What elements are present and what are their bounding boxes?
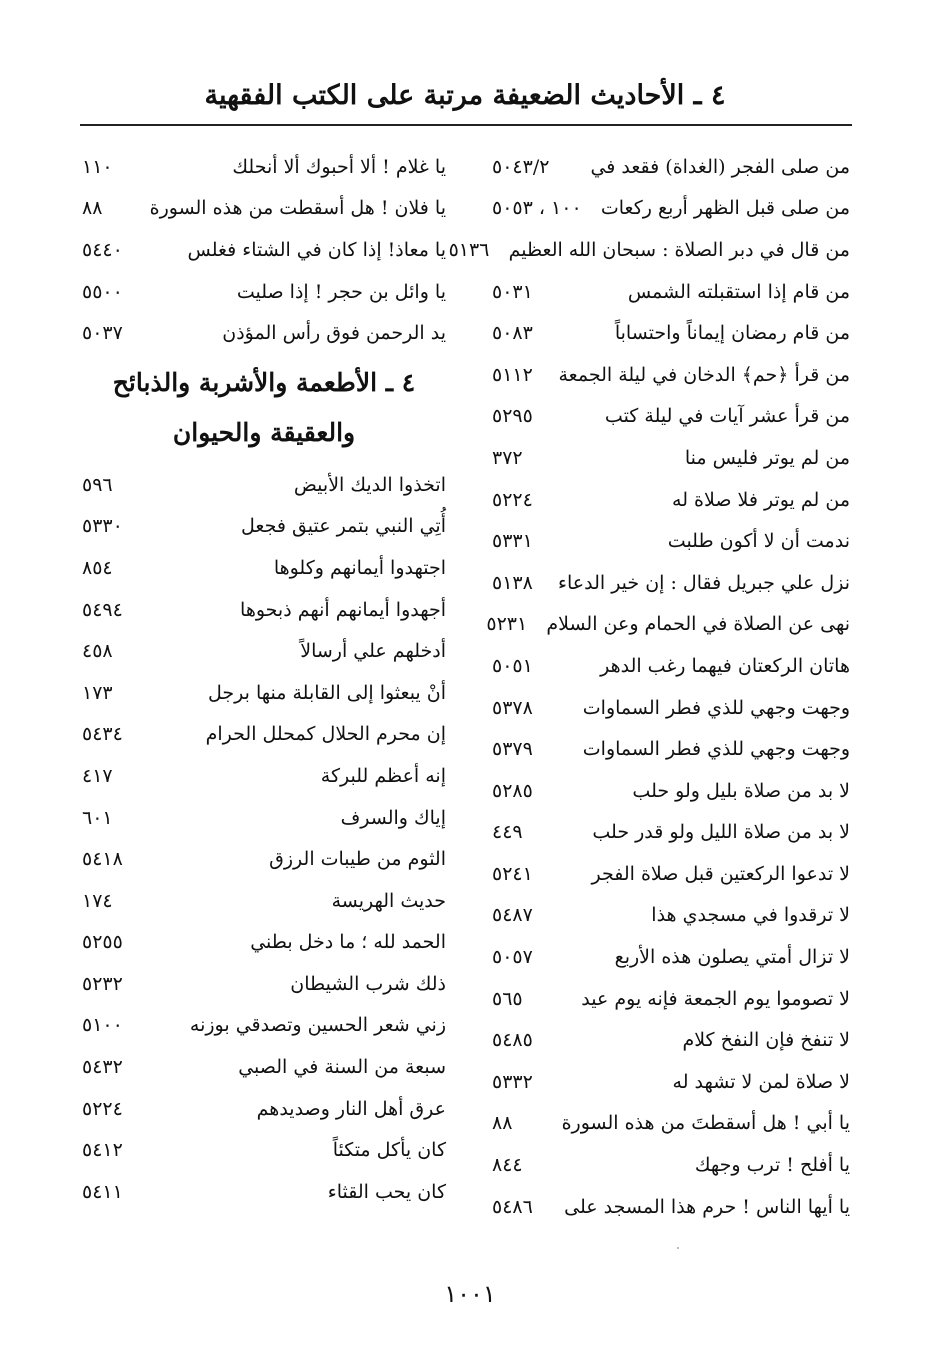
index-entry bbox=[492, 271, 850, 313]
index-entry bbox=[486, 604, 850, 646]
entry-reference-number: ٥٣٣٠ bbox=[82, 515, 123, 538]
entry-reference-number: ٣٧٢ bbox=[492, 446, 523, 469]
index-entry bbox=[82, 714, 446, 756]
entry-reference-number: ٥٣٣١ bbox=[492, 530, 533, 553]
entry-text: الثوم من طيبات الرزق bbox=[269, 848, 446, 871]
index-entry bbox=[82, 312, 446, 354]
section-heading-line1: ٤ ـ الأطعمة والأشربة والذبائح bbox=[112, 367, 416, 397]
entry-reference-number: ٤١٧ bbox=[82, 764, 113, 787]
entry-reference-number: ٥٦٥ bbox=[492, 987, 523, 1010]
entry-text: حديث الهريسة bbox=[331, 889, 446, 912]
index-entry bbox=[492, 396, 850, 438]
index-entry bbox=[492, 853, 850, 895]
entry-reference-number: ٥٠٥١ bbox=[492, 654, 533, 677]
entry-reference-number: ٥٤١٨ bbox=[82, 848, 123, 871]
index-entry bbox=[492, 562, 850, 604]
entry-reference-number: ٥١٠٠ bbox=[82, 1014, 123, 1037]
index-entry bbox=[82, 188, 446, 230]
entry-text: وجهت وجهي للذي فطر السماوات bbox=[582, 696, 850, 719]
entry-text: أُتِي النبي بتمر عتيق فجعل bbox=[241, 515, 446, 538]
index-entry bbox=[82, 880, 446, 922]
index-entry bbox=[492, 645, 850, 687]
entry-reference-number: ٥٠٥٧ bbox=[492, 946, 533, 969]
entry-reference-number: ٨٤٤ bbox=[492, 1154, 523, 1177]
entry-reference-number: ٥٢٨٥ bbox=[492, 779, 533, 802]
entry-reference-number: ٥٢٤١ bbox=[492, 862, 533, 885]
index-entry bbox=[82, 506, 446, 548]
index-entry bbox=[82, 672, 446, 714]
index-entry bbox=[82, 464, 446, 506]
entry-reference-number: ٥٢٢٤ bbox=[82, 1097, 123, 1120]
left-column-bottom-list bbox=[82, 464, 446, 1213]
index-column-right bbox=[448, 146, 850, 1227]
entry-reference-number: ٥١٣٨ bbox=[492, 571, 533, 594]
entry-text: لا بد من صلاة بليل ولو حلب bbox=[632, 779, 850, 802]
page-speck bbox=[677, 1247, 679, 1249]
entry-reference-number: ٥٢٣١ bbox=[486, 613, 528, 636]
index-entry bbox=[82, 755, 446, 797]
entry-text: نزل علي جبريل فقال : إن خير الدعاء bbox=[558, 571, 850, 594]
index-entry bbox=[82, 630, 446, 672]
index-entry bbox=[82, 1171, 446, 1213]
entry-text: سبعة من السنة في الصبي bbox=[238, 1056, 446, 1079]
entry-text: ذلك شرب الشيطان bbox=[290, 972, 446, 995]
index-entry bbox=[492, 1061, 850, 1103]
index-entry bbox=[492, 687, 850, 729]
entry-text: لا تدعوا الركعتين قبل صلاة الفجر bbox=[591, 862, 850, 885]
entry-text: من قال في دبر الصلاة : سبحان الله العظيم bbox=[508, 238, 850, 261]
entry-reference-number: ٥٣٣٢ bbox=[492, 1070, 533, 1093]
entry-reference-number: ١٠٠ ، ٥٠٥٣ bbox=[492, 197, 582, 220]
index-entry bbox=[82, 271, 446, 313]
header-divider bbox=[80, 124, 852, 126]
entry-reference-number: ٥٤٣٤ bbox=[82, 723, 123, 746]
entry-reference-number: ٥٤١٢ bbox=[82, 1139, 123, 1162]
entry-reference-number: ٥٢٩٥ bbox=[492, 405, 533, 428]
entry-text: ندمت أن لا أكون طلبت bbox=[667, 530, 850, 553]
index-entry bbox=[492, 728, 850, 770]
entry-reference-number: ٨٥٤ bbox=[82, 556, 113, 579]
entry-reference-number: ٥٠٣١ bbox=[492, 280, 533, 303]
entry-text: يا أفلح ! ترب وجهك bbox=[694, 1154, 850, 1177]
entry-text: أدخلهم علي أرسالاً bbox=[300, 640, 446, 663]
left-column-top-list bbox=[82, 146, 446, 354]
index-entry bbox=[82, 1005, 446, 1047]
entry-text: زني شعر الحسين وتصدقي بوزنه bbox=[189, 1014, 446, 1037]
entry-text: من لم يوتر فليس منا bbox=[684, 446, 850, 469]
index-column-left bbox=[82, 146, 446, 1213]
entry-reference-number: ٥٤٨٦ bbox=[492, 1195, 533, 1218]
entry-reference-number: ٥٤٨٥ bbox=[492, 1029, 533, 1052]
entry-reference-number: ٥١٣٦ bbox=[448, 238, 490, 261]
entry-reference-number: ٦٠١ bbox=[82, 806, 113, 829]
entry-text: يا أيها الناس ! حرم هذا المسجد على bbox=[564, 1195, 850, 1218]
entry-text: كان يأكل متكئاً bbox=[332, 1139, 446, 1162]
page-header-title: ٤ ـ الأحاديث الضعيفة مرتبة على الكتب الفقهية bbox=[204, 80, 726, 111]
entry-text: لا تصوموا يوم الجمعة فإنه يوم عيد bbox=[581, 987, 850, 1010]
entry-reference-number: ٥٠٨٣ bbox=[492, 322, 533, 345]
index-entry bbox=[492, 895, 850, 937]
index-entry bbox=[492, 354, 850, 396]
entry-text: من قرأ عشر آيات في ليلة كتب bbox=[604, 405, 850, 428]
entry-reference-number: ٤٤٩ bbox=[492, 821, 523, 844]
entry-reference-number: ٥٣٧٨ bbox=[492, 696, 533, 719]
index-entry bbox=[448, 229, 850, 271]
index-entry bbox=[82, 229, 446, 271]
index-entry bbox=[492, 437, 850, 479]
entry-text: من قام إذا استقبلته الشمس bbox=[627, 280, 850, 303]
index-entry bbox=[492, 1103, 850, 1145]
entry-text: إن محرم الحلال كمحلل الحرام bbox=[205, 723, 446, 746]
entry-text: وجهت وجهي للذي فطر السماوات bbox=[582, 738, 850, 761]
entry-reference-number: ١١٠ bbox=[82, 155, 113, 178]
index-entry bbox=[82, 1088, 446, 1130]
entry-reference-number: ٥٤٨٧ bbox=[492, 904, 533, 927]
entry-text: الحمد لله ؛ ما دخل بطني bbox=[250, 931, 446, 954]
section-heading bbox=[82, 358, 446, 458]
entry-reference-number: ٥٤١١ bbox=[82, 1180, 123, 1203]
entry-text: من قام رمضان إيماناً واحتساباً bbox=[614, 322, 850, 345]
entry-text: من صلى الفجر (الغداة) فقعد في bbox=[590, 155, 850, 178]
entry-text: لا تنفخ فإن النفخ كلام bbox=[682, 1029, 850, 1052]
entry-reference-number: ٥٤٣٢ bbox=[82, 1056, 123, 1079]
entry-reference-number: ١٧٤ bbox=[82, 889, 113, 912]
entry-text: يا غلام ! ألا أحبوك ألا أنحلك bbox=[232, 155, 446, 178]
index-entry bbox=[82, 1129, 446, 1171]
index-entry bbox=[82, 963, 446, 1005]
entry-text: إنه أعظم للبركة bbox=[320, 764, 446, 787]
entry-text: من قرأ ﴿حم﴾ الدخان في ليلة الجمعة bbox=[558, 363, 850, 386]
entry-text: من صلى قبل الظهر أربع ركعات bbox=[600, 197, 850, 220]
index-entry bbox=[492, 936, 850, 978]
index-entry bbox=[492, 312, 850, 354]
entry-text: من لم يوتر فلا صلاة له bbox=[672, 488, 850, 511]
entry-text: أجهدوا أيمانهم أنهم ذبحوها bbox=[240, 598, 446, 621]
index-entry bbox=[492, 770, 850, 812]
entry-text: نهى عن الصلاة في الحمام وعن السلام bbox=[546, 613, 850, 636]
entry-text: أنْ يبعثوا إلى القابلة منها برجل bbox=[208, 681, 446, 704]
entry-text: لا بد من صلاة الليل ولو قدر حلب bbox=[592, 821, 850, 844]
entry-reference-number: ٥١١٢ bbox=[492, 363, 533, 386]
entry-reference-number: ٥٠٤٣/٢ bbox=[492, 155, 550, 178]
entry-text: يد الرحمن فوق رأس المؤذن bbox=[222, 322, 446, 345]
entry-text: اجتهدوا أيمانهم وكلوها bbox=[273, 556, 446, 579]
index-entry bbox=[492, 1019, 850, 1061]
index-entry bbox=[492, 520, 850, 562]
entry-reference-number: ٥٢٥٥ bbox=[82, 931, 123, 954]
index-entry bbox=[82, 146, 446, 188]
index-entry bbox=[492, 479, 850, 521]
entry-reference-number: ٥٢٢٤ bbox=[492, 488, 533, 511]
entry-text: لا ترقدوا في مسجدي هذا bbox=[651, 904, 850, 927]
entry-text: يا معاذ! إذا كان في الشتاء فغلس bbox=[187, 238, 446, 261]
index-entry bbox=[82, 589, 446, 631]
entry-text: يا أبي ! هل أسقطتَ من هذه السورة bbox=[561, 1112, 850, 1135]
index-entry bbox=[82, 922, 446, 964]
entry-text: هاتان الركعتان فيهما رغب الدهر bbox=[600, 654, 850, 677]
index-entry bbox=[82, 1046, 446, 1088]
section-heading-line2: والعقيقة والحيوان bbox=[172, 417, 356, 447]
entry-reference-number: ٥٠٣٧ bbox=[82, 322, 123, 345]
entry-text: كان يحب القثاء bbox=[327, 1180, 446, 1203]
index-entry bbox=[492, 978, 850, 1020]
entry-text: يا وائل بن حجر ! إذا صليت bbox=[236, 280, 446, 303]
entry-text: لا صلاة لمن لا تشهد له bbox=[672, 1070, 850, 1093]
index-entry bbox=[492, 1186, 850, 1228]
entry-text: اتخذوا الديك الأبيض bbox=[293, 473, 446, 496]
index-entry bbox=[492, 146, 850, 188]
index-entry bbox=[492, 188, 850, 230]
entry-text: إياك والسرف bbox=[340, 806, 446, 829]
entry-reference-number: ١٧٣ bbox=[82, 681, 113, 704]
entry-reference-number: ٨٨ bbox=[492, 1112, 513, 1135]
index-entry bbox=[82, 838, 446, 880]
entry-reference-number: ٥٩٦ bbox=[82, 473, 113, 496]
entry-reference-number: ٥٤٤٠ bbox=[82, 238, 123, 261]
index-entry bbox=[82, 797, 446, 839]
page-number: ١٠٠١ bbox=[444, 1280, 496, 1308]
index-entry bbox=[492, 812, 850, 854]
entry-reference-number: ٤٥٨ bbox=[82, 640, 113, 663]
entry-reference-number: ٨٨ bbox=[82, 197, 103, 220]
index-entry bbox=[492, 1144, 850, 1186]
entry-reference-number: ٥٣٧٩ bbox=[492, 738, 533, 761]
entry-reference-number: ٥٤٩٤ bbox=[82, 598, 123, 621]
entry-reference-number: ٥٢٣٢ bbox=[82, 972, 123, 995]
entry-text: يا فلان ! هل أسقطت من هذه السورة bbox=[149, 197, 446, 220]
entry-reference-number: ٥٥٠٠ bbox=[82, 280, 123, 303]
index-entry bbox=[82, 547, 446, 589]
entry-text: لا تزال أمتي يصلون هذه الأربع bbox=[614, 946, 850, 969]
entry-text: عرق أهل النار وصديدهم bbox=[256, 1097, 446, 1120]
